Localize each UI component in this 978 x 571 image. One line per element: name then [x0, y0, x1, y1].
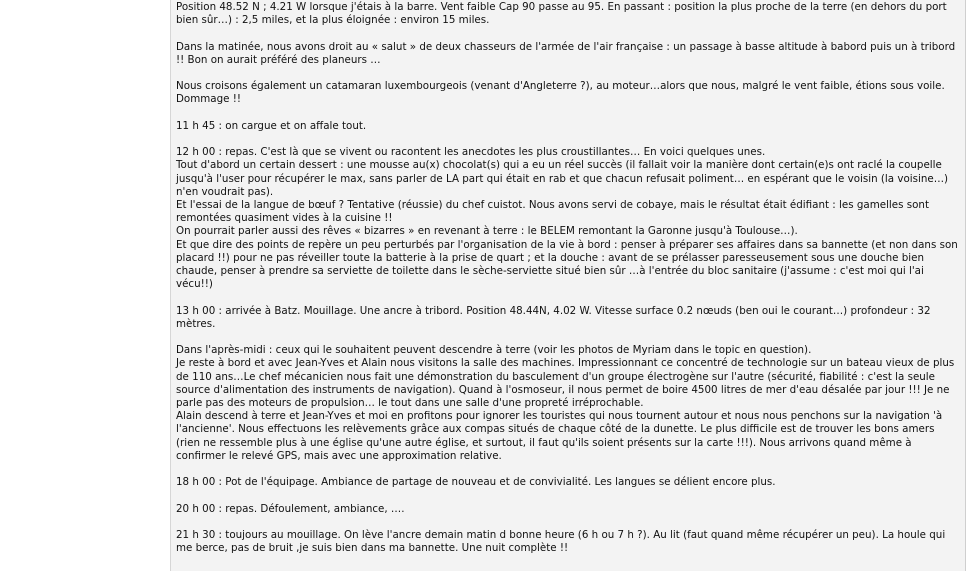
paragraph-1145	[176, 120, 960, 133]
paragraph-position	[176, 1, 960, 27]
text-line: 21 h 30 : toujours au mouillage. On lève l'ancre demain matin d bonne heure (6 h ou 7 h ?). Au lit (faut quand même récupérer un peu). La houle qui me berce, pas de bruit ,je suis bien dans ma bannette. Une nuit complète !!	[176, 528, 946, 555]
paragraph-fighter-jets	[176, 41, 960, 67]
text-line: Alain descend à terre et Jean-Yves et moi en profitons pour ignorer les touristes qui nous tournent autour et nous nous penchons sur la navigation 'à l'ancienne'. Nous effectuons les relèvements grâce aux compas situés de chaque côté de la dunette. Le plus difficile est de trouver les bons amers (rien ne ressemble plus à une église qu'une autre église, et surtout, il faut qu'ils soient présents sur la carte !!!). Nous arrivons quand même à confirmer le relevé GPS, mais avec une approximation relative.	[176, 410, 943, 462]
text-line: Dans la matinée, nous avons droit au « salut » de deux chasseurs de l'armée de l'air française : un passage à basse altitude à babord puis un à tribord !! Bon on aurait préféré des planeurs …	[176, 40, 956, 66]
paragraph-1800	[176, 476, 960, 489]
text-line: Tout d'abord un certain dessert : une mousse au(x) chocolat(s) qui a eu un réel succès (il fallait voir la manière dont certain(e)s ont raclé la coupelle jusqu'à l'user pour récupérer le max, sans parler de LA part qui était en rab et que chacun refusait poliment… en espérant que le voisin (la voisine…) n'en voudrait pas).	[176, 159, 949, 198]
post-content	[171, 0, 965, 571]
post-text	[176, 1, 960, 569]
paragraph-2000	[176, 503, 960, 516]
text-line: Position 48.52 N ; 4.21 W lorsque j'étais à la barre. Vent faible Cap 90 passe au 95. En passant : position la plus proche de la terre (en dehors du port bien sûr…) : 2,5 miles, et la plus éloignée : environ 15 miles.	[176, 1, 947, 27]
text-line: 11 h 45 : on cargue et on affale tout.	[176, 119, 367, 132]
paragraph-1200-meal	[176, 146, 960, 291]
text-line: 20 h 00 : repas. Défoulement, ambiance, ….	[176, 502, 405, 515]
paragraph-2130	[176, 529, 960, 555]
text-line: 12 h 00 : repas. C'est là que se vivent ou racontent les anecdotes les plus croustillantes… En voici quelques unes.	[176, 146, 766, 159]
text-line: 18 h 00 : Pot de l'équipage. Ambiance de partage de nouveau et de convivialité. Les langues se délient encore plus.	[176, 476, 776, 489]
text-line: Dans l'après-midi : ceux qui le souhaitent peuvent descendre à terre (voir les photos de Myriam dans le topic en question).	[176, 344, 812, 357]
text-line: Et l'essai de la langue de bœuf ? Tentative (réussie) du chef cuistot. Nous avons servi de cobaye, mais le résultat était édifiant : les gamelles sont remontées quasiment vides à la cuisine !!	[176, 198, 929, 225]
paragraph-catamaran	[176, 80, 960, 106]
paragraph-1300-anchorage	[176, 305, 960, 331]
text-line: Nous croisons également un catamaran luxembourgeois (venant d'Angleterre ?), au moteur…alors que nous, malgré le vent faible, étions sous voile. Dommage !!	[176, 80, 945, 106]
text-line: Je reste à bord et avec Jean-Yves et Alain nous visitons la salle des machines. Impressionnant ce concentré de technologie sur un bateau vieux de plus de 110 ans…Le chef mécanicien nous fait une démonstration du basculement d'un groupe électrogène sur l'autre (sécurité, fiabilité : c'est la seule source d'alimentation des instruments de navigation). Quand à l'osmoseur, il nous permet de boire 4500 litres de mer d'eau désalée par jour !!! Je ne parle pas des moteurs de propulsion… le tout dans une salle d'une propreté irréprochable.	[176, 357, 955, 409]
left-gutter	[0, 0, 171, 571]
right-gutter	[966, 0, 978, 571]
text-line: 13 h 00 : arrivée à Batz. Mouillage. Une ancre à tribord. Position 48.44N, 4.02 W. Vitesse surface 0.2 nœuds (ben oui le courant…) profondeur : 32 mètres.	[176, 304, 931, 330]
paragraph-afternoon	[176, 344, 960, 463]
text-line: On pourrait parler aussi des rêves « bizarres » en revenant à terre : le BELEM remontant la Garonne jusqu'à Toulouse…).	[176, 225, 798, 238]
text-line: Et que dire des points de repère un peu perturbés par l'organisation de la vie à bord : penser à préparer ses affaires dans sa bannette (et non dans son placard !!) pour ne pas réveiller toute la batterie à la prise de quart ; et la douche : avant de se prélasser paresseusement sous une douche bien chaude, penser à prendre sa serviette de toilette dans le sèche-serviette situé bien sûr …à l'entrée du bloc sanitaire (j'assume : c'est moi qui l'ai vécu!!)	[176, 238, 958, 291]
